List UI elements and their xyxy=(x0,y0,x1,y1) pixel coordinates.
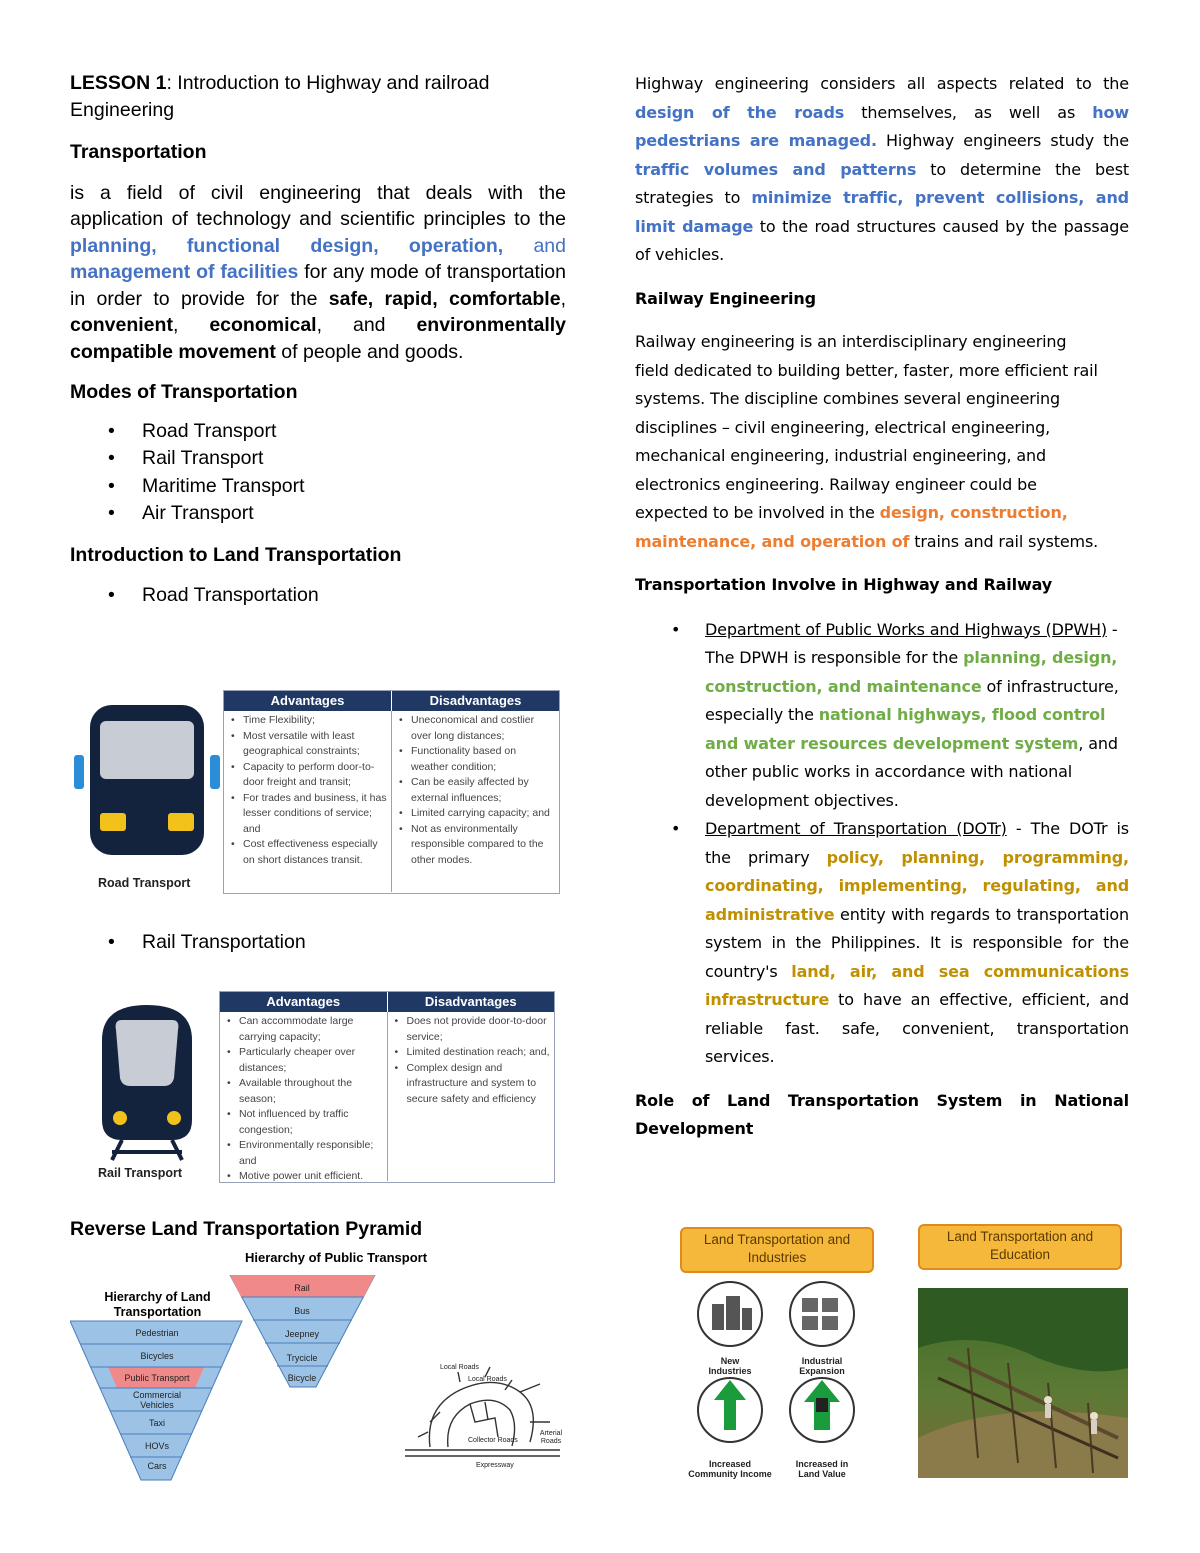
table-cell: • Functionality based on weather condition; xyxy=(398,744,555,775)
list-item: • Rail Transport xyxy=(70,445,566,473)
pyramid-label: Bicycle xyxy=(287,1373,317,1383)
pyramid-heading: Reverse Land Transportation Pyramid xyxy=(70,1218,423,1240)
transportation-definition: is a field of civil engineering that deals with the application of technology and scientific principles to the planning, functional design, operation, and management of facilities for any mode of transportation in order to provide for the safe, rapid, comfortable, convenient, economical, and environmentally compatible movement of people and goods. xyxy=(70,181,566,363)
table-cell: • For trades and business, it has lesser conditions of service; and xyxy=(230,791,387,838)
dotr-link[interactable]: Department of Transportation (DOTr) xyxy=(705,819,1007,838)
road-table xyxy=(223,690,560,894)
land-heading: Introduction to Land Transportation xyxy=(70,543,402,566)
table-cell: • Can be easily affected by external influences; xyxy=(398,775,555,806)
map-label: Collector Roads xyxy=(468,1437,518,1444)
left-column xyxy=(70,70,566,610)
icon-caption: Increased Community Income xyxy=(688,1459,772,1479)
table-cell: • Cost effectiveness especially on short distances transit. xyxy=(230,837,387,868)
pyramid-label: Rail xyxy=(294,1283,310,1293)
bus-icon xyxy=(72,695,222,875)
modes-list xyxy=(70,418,566,528)
pyramid-label: Taxi xyxy=(148,1418,165,1428)
icon-caption: Industrial Expansion xyxy=(799,1356,845,1376)
transportation-heading: Transportation xyxy=(70,141,207,163)
list-item-road: • Road Transportation xyxy=(70,582,566,610)
list-item: • Air Transport xyxy=(70,500,566,528)
table-cell: • Time Flexibility; xyxy=(230,713,387,729)
pyramid-label: HOVs xyxy=(144,1441,169,1451)
table-cell: • Particularly cheaper over distances; xyxy=(226,1045,383,1076)
table-cell: • Capacity to perform door-to-door freight and transit; xyxy=(230,760,387,791)
table-cell: • Can accommodate large carrying capacity; xyxy=(226,1014,383,1045)
table-cell: • Limited carrying capacity; and xyxy=(398,806,555,822)
agency-list xyxy=(635,616,1129,1072)
icon-caption: New Industries xyxy=(708,1356,752,1376)
industry-icons xyxy=(690,1280,870,1480)
dpwh-link[interactable]: Department of Public Works and Highways (DPWH) xyxy=(705,619,1107,639)
pyramid-label: Trycicle xyxy=(286,1353,318,1363)
list-item-dotr: • Department of Transportation (DOTr) - The DOTr is the primary policy, planning, programming, coordinating, implementing, regulating, and administrative entity with regards to transportation system in the Philippines. It is responsible for the country's land, air, and sea communications infrastructure to have an effective, efficient, and reliable fast. safe, convenient, transportation services. xyxy=(635,815,1129,1072)
icon-caption: Increased in Land Value xyxy=(795,1459,849,1479)
education-photo xyxy=(918,1288,1128,1478)
lesson-label: LESSON 1 xyxy=(70,72,167,94)
industries-label: Land Transportation and Industries xyxy=(680,1227,874,1273)
railway-heading: Railway Engineering xyxy=(635,288,816,308)
highway-paragraph: Highway engineering considers all aspects related to the design of the roads themselves, as well as how pedestrians are managed. Highway engineers study the traffic volumes and patterns to determine the best strategies to minimize traffic, prevent collisions, and limit damage to the road structures caused by the passage of vehicles. xyxy=(635,74,1129,264)
train-icon xyxy=(82,1000,212,1165)
rail-table xyxy=(219,991,555,1183)
pyramid-label: Bus xyxy=(294,1306,310,1316)
table-cell: • Does not provide door-to-door service; xyxy=(394,1014,551,1045)
rail-caption: Rail Transport xyxy=(98,1166,183,1180)
right-column xyxy=(635,70,1129,1144)
pyramid-label: Cars xyxy=(147,1461,167,1471)
pyramid-label: Jeepney xyxy=(284,1329,320,1339)
railway-paragraph: Railway engineering is an interdisciplinary engineering field dedicated to building better, faster, more efficient rail systems. The discipline combines several engineering disciplines – civil engineering, electrical engineering, mechanical engineering, industrial engineering, and electronics engineering. Railway engineer could be expected to be involved in the design, construction, maintenance, and operation of trains and rail systems. xyxy=(635,332,1099,551)
table-cell: • Not as environmentally responsible compared to the other modes. xyxy=(398,822,555,869)
involve-heading: Transportation Involve in Highway and Railway xyxy=(635,575,1053,594)
list-item-rail: • Rail Transportation xyxy=(70,929,470,957)
modes-heading: Modes of Transportation xyxy=(70,381,298,403)
table-cell: • Limited destination reach; and, xyxy=(394,1045,551,1061)
table-cell: • Available throughout the season; xyxy=(226,1076,383,1107)
table-cell: • Most versatile with least geographical constraints; xyxy=(230,729,387,760)
list-item: • Road Transport xyxy=(70,418,566,446)
list-item-dpwh: • Department of Public Works and Highways (DPWH) - The DPWH is responsible for the planning, design, construction, and maintenance of infrastructure, especially the national highways, flood control and water resources development system, and other public works in accordance with national development objectives. xyxy=(635,616,1129,816)
adv-header: Advantages xyxy=(220,992,388,1012)
adv-header: Advantages xyxy=(224,691,392,711)
map-label: Local Roads xyxy=(468,1376,507,1383)
table-cell: • Complex design and infrastructure and system to secure safety and efficiency xyxy=(394,1061,551,1108)
list-item: • Maritime Transport xyxy=(70,473,566,501)
public-transport-title: Hierarchy of Public Transport xyxy=(245,1250,428,1265)
lesson-title: LESSON 1: Introduction to Highway and railroad Engineering xyxy=(70,72,490,121)
table-cell: • Motive power unit efficient. xyxy=(226,1169,383,1185)
map-label: Expressway xyxy=(476,1462,514,1469)
pyramid-label: Commercial Vehicles xyxy=(132,1390,181,1410)
role-heading: Role of Land Transportation System in National Development xyxy=(635,1090,1129,1138)
dis-header: Disadvantages xyxy=(424,994,517,1009)
education-label: Land Transportation and Education xyxy=(918,1224,1122,1270)
road-caption: Road Transport xyxy=(98,876,191,890)
pyramid-label: Pedestrian xyxy=(135,1328,179,1338)
pyramid-label: Bicycles xyxy=(140,1351,174,1361)
table-cell: • Uneconomical and costlier over long distances; xyxy=(398,713,555,744)
map-label: Arterial Roads xyxy=(539,1430,563,1445)
dis-header: Disadvantages xyxy=(429,693,522,708)
map-label: Local Roads xyxy=(440,1364,479,1371)
pyramid-label: Public Transport xyxy=(124,1373,190,1383)
table-cell: • Environmentally responsible; and xyxy=(226,1138,383,1169)
land-transport-title: Hierarchy of Land Transportation xyxy=(104,1290,211,1319)
table-cell: • Not influenced by traffic congestion; xyxy=(226,1107,383,1138)
